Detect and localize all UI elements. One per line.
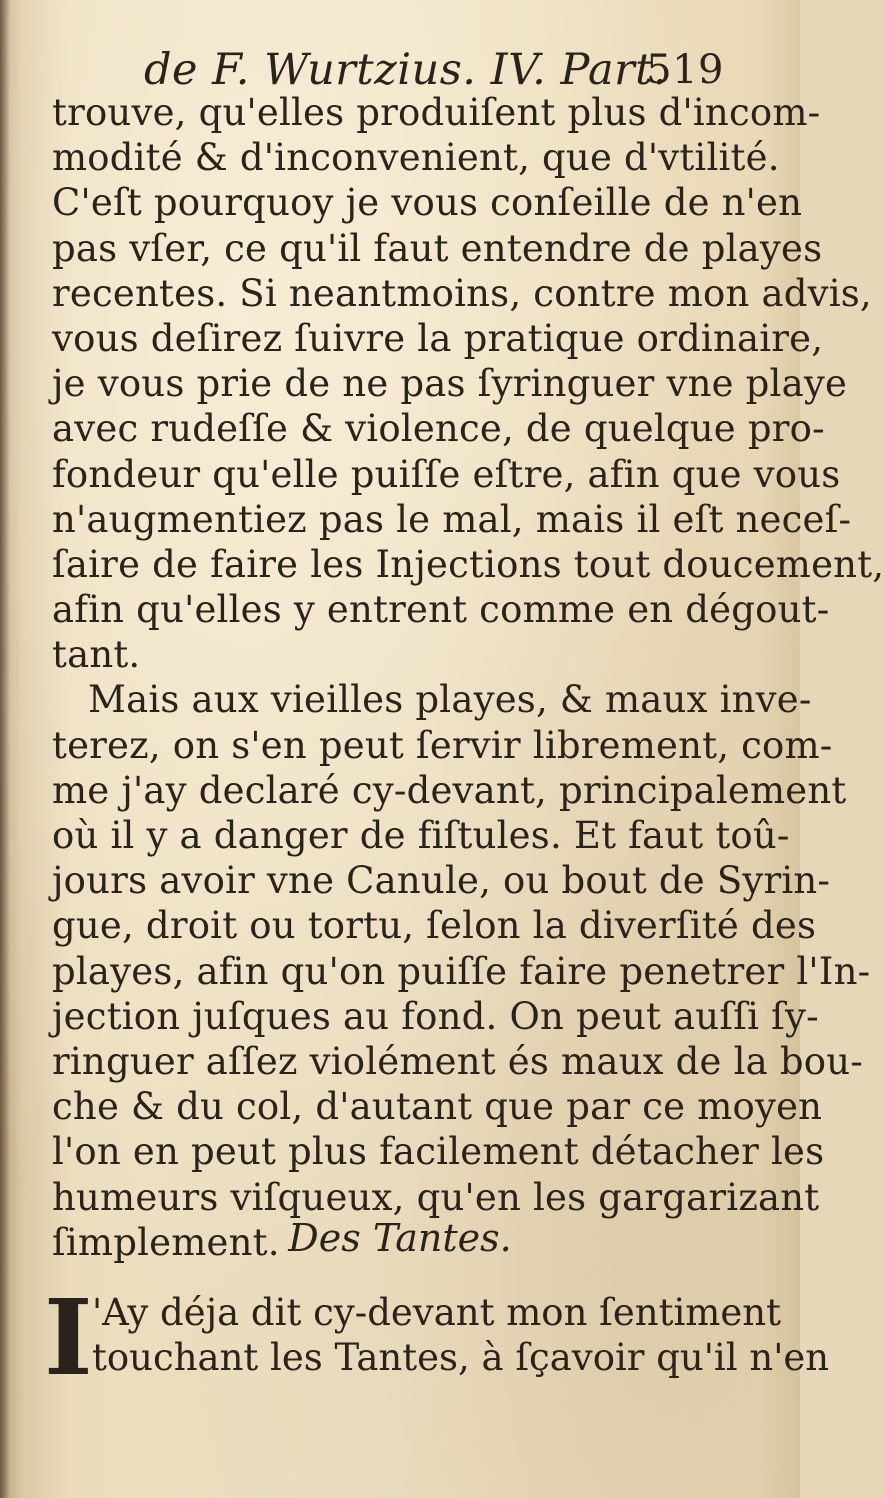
drop-cap: I — [44, 1276, 93, 1399]
text-line: C'eſt pourquoy je vous conſeille de n'en — [52, 181, 803, 225]
text-line: je vous prie de ne pas ſyringuer vne playe — [52, 362, 848, 406]
text-line: fondeur qu'elle puiſſe eſtre, afin que vous — [52, 452, 841, 496]
page-gutter — [0, 0, 10, 1498]
text-line: jours avoir vne Canule, ou bout de Syrin- — [52, 859, 831, 903]
text-line: ſimplement. — [52, 1220, 280, 1264]
text-line: vous deſirez ſuivre la pratique ordinaire, — [52, 316, 824, 360]
paragraph-1 — [52, 90, 884, 677]
body-text — [52, 90, 884, 1265]
text-line: playes, afin qu'on puiſſe faire penetrer l'In- — [52, 949, 871, 993]
text-line: afin qu'elles y entrent comme en dégout- — [52, 588, 830, 632]
text-line: où il y a danger de fiſtules. Et faut toû- — [52, 814, 790, 857]
text-line: Mais aux vieilles playes, & maux inve- — [88, 678, 812, 722]
text-line: touchant les Tantes, à ſçavoir qu'il n'en — [92, 1336, 830, 1379]
paragraph-2 — [52, 677, 871, 1264]
text-line: modité & d'inconvenient, que d'vtilité. — [52, 136, 780, 180]
text-line: tant. — [52, 633, 141, 677]
text-line: che & du col, d'autant que par ce moyen — [52, 1085, 823, 1129]
text-line: n'augmentiez pas le mal, mais il eſt neceſ- — [52, 497, 852, 541]
text-line: terez, on s'en peut ſervir librement, com- — [52, 723, 833, 767]
text-line: pas vſer, ce qu'il faut entendre de playes — [52, 226, 823, 270]
text-line: humeurs viſqueux, qu'en les gargarizant — [52, 1175, 820, 1219]
page-number: 519 — [646, 47, 724, 93]
text-line: avec rudeſſe & violence, de quelque pro- — [52, 407, 825, 451]
text-line: l'on en peut plus facilement détacher les — [52, 1130, 825, 1174]
text-line: me j'ay declaré cy-devant, principalement — [52, 768, 847, 812]
running-head-title: de F. Wurtzius. IV. Part. — [144, 45, 668, 95]
text-line: gue, droit ou tortu, ſelon la diverſité des — [52, 904, 817, 948]
section-body — [44, 1276, 830, 1399]
text-line: jection juſques au fond. On peut auſſi ſy- — [52, 994, 819, 1038]
text-line: ſaire de faire les Injections tout doucement, — [52, 542, 884, 586]
section-heading: Des Tantes. — [288, 1216, 512, 1260]
text-line: 'Ay déja dit cy-devant mon ſentiment — [92, 1291, 781, 1334]
text-line: ringuer aſſez violément és maux de la bou- — [52, 1039, 863, 1083]
text-line: recentes. Si neantmoins, contre mon advis, — [52, 271, 872, 315]
text-line: trouve, qu'elles produiſent plus d'incom- — [52, 91, 821, 134]
